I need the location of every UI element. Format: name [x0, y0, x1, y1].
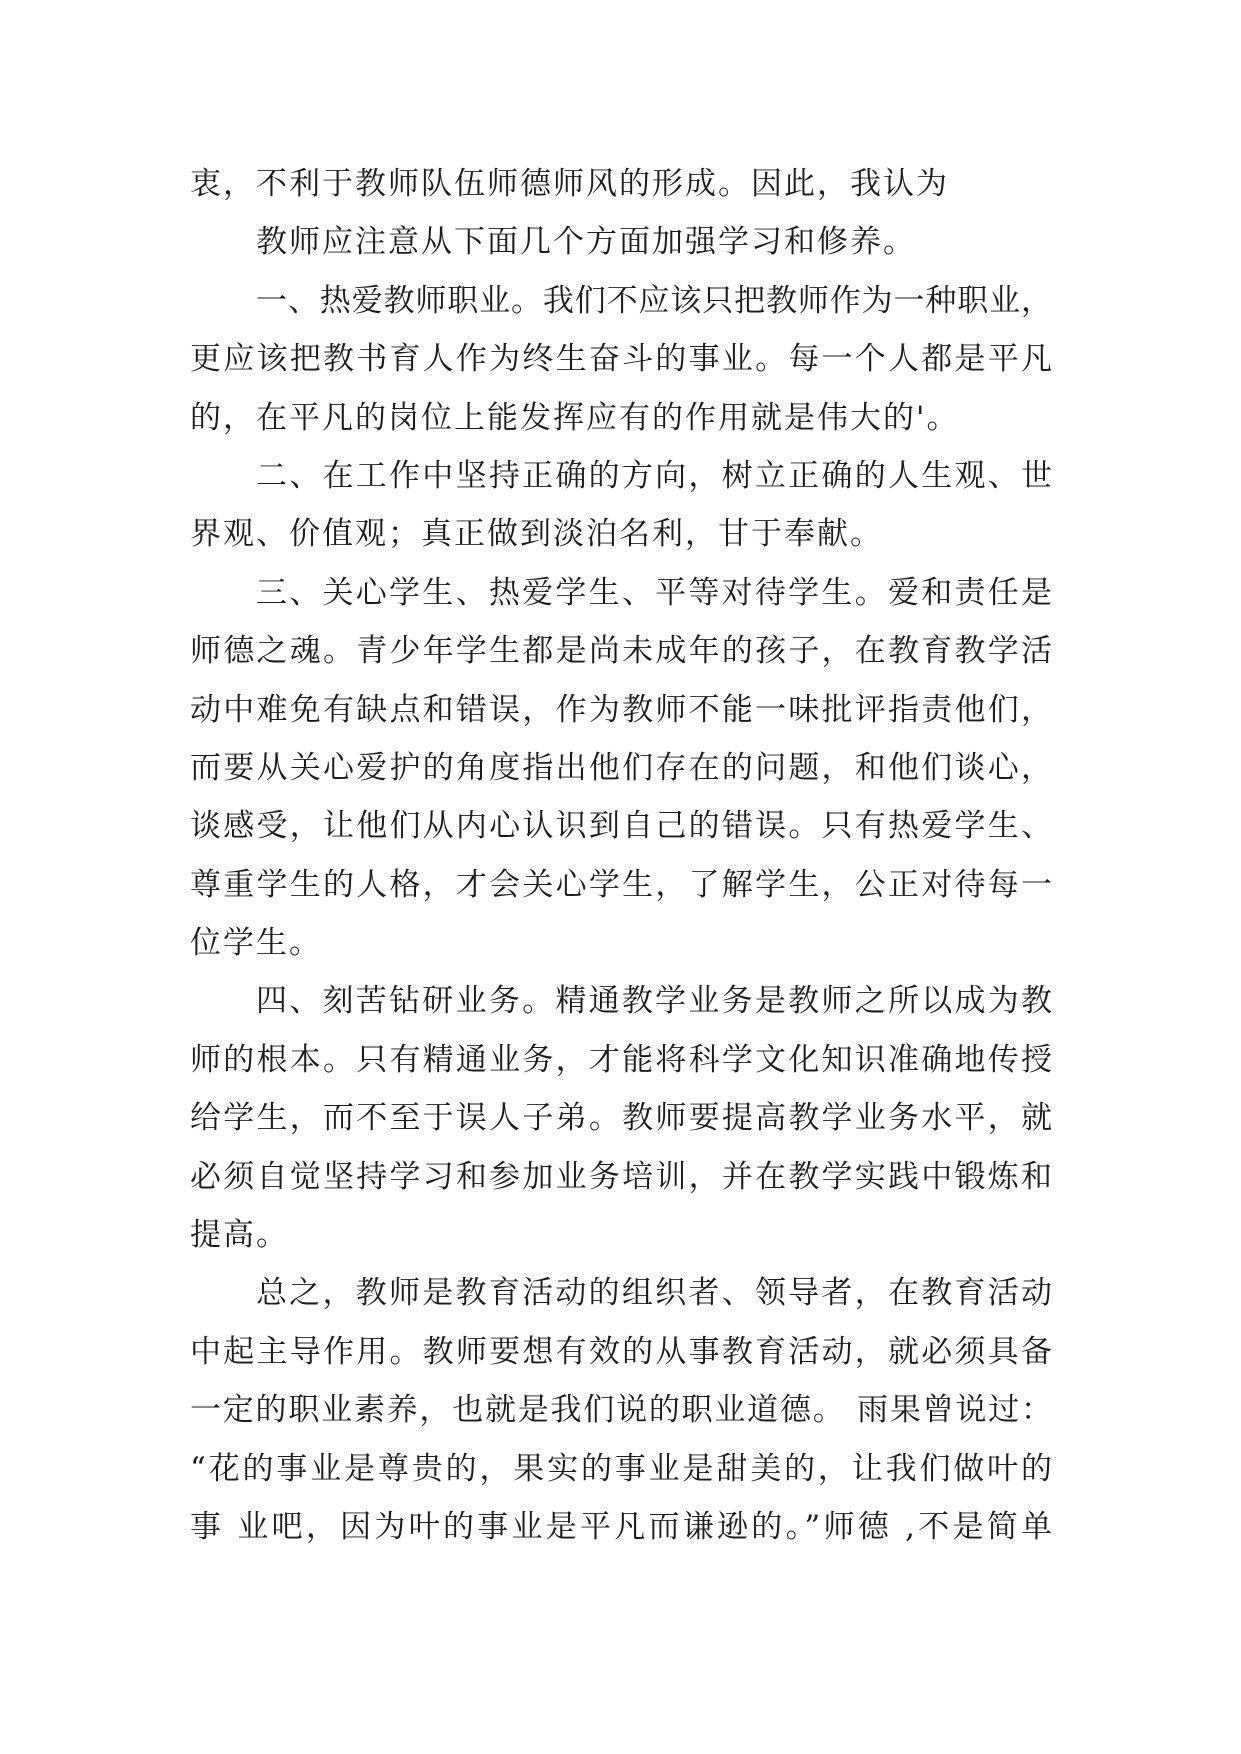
- paragraph: [190, 972, 1052, 1264]
- text-line: 更应该把教书育人作为终生奋斗的事业。每一个人都是平凡: [190, 341, 1052, 378]
- text-line: 尊重学生的人格，才会关心学生，了解学生，公正对待每一: [190, 866, 1052, 903]
- text-line: 衷，不利于教师队伍师德师风的形成。因此，我认为: [190, 166, 949, 202]
- text-line: 教师应注意从下面几个方面加强学习和修养。: [256, 224, 916, 261]
- paragraph: [190, 564, 1052, 973]
- paragraph: [190, 213, 1052, 271]
- text-line: 一、热爱教师职业。我们不应该只把教师作为一种职业，: [256, 282, 1052, 319]
- document-body: [190, 155, 1052, 1556]
- text-line: 四、刻苦钻研业务。精通教学业务是教师之所以成为教: [256, 983, 1052, 1020]
- text-line: 必须自觉坚持学习和参加业务培训，并在教学实践中锻炼和: [190, 1158, 1052, 1195]
- text-line: 二、在工作中坚持正确的方向，树立正确的人生观、世: [256, 457, 1052, 494]
- text-line: 位学生。: [190, 925, 322, 962]
- text-line: 界观、价值观；真正做到淡泊名利，甘于奉献。: [190, 516, 883, 553]
- text-line: 师德之魂。青少年学生都是尚未成年的孩子，在教育教学活: [190, 633, 1052, 670]
- text-line: 动中难免有缺点和错误，作为教师不能一味批评指责他们，: [190, 691, 1052, 728]
- text-line: 事 业吧，因为叶的事业是平凡而谦逊的。”师德 ,不是简单: [190, 1508, 1052, 1545]
- paragraph: [190, 447, 1052, 564]
- text-line: “花的事业是尊贵的，果实的事业是甜美的，让我们做叶的: [190, 1450, 1052, 1487]
- text-line: 提高。: [190, 1217, 289, 1254]
- text-line: 的，在平凡的岗位上能发挥应有的作用就是伟大的'。: [190, 399, 960, 436]
- paragraph: [190, 1264, 1052, 1556]
- text-line: 谈感受，让他们从内心认识到自己的错误。只有热爱学生、: [190, 808, 1052, 845]
- text-line: 一定的职业素养，也就是我们说的职业道德。 雨果曾说过：: [190, 1392, 1052, 1429]
- paragraph: [190, 155, 1052, 213]
- text-line: 师的根本。只有精通业务，才能将科学文化知识准确地传授: [190, 1041, 1052, 1078]
- text-line: 而要从关心爱护的角度指出他们存在的问题，和他们谈心，: [190, 749, 1052, 786]
- text-line: 总之，教师是教育活动的组织者、领导者，在教育活动: [256, 1275, 1052, 1312]
- paragraph: [190, 272, 1052, 447]
- text-line: 给学生，而不至于误人子弟。教师要提高教学业务水平，就: [190, 1100, 1052, 1137]
- text-line: 三、关心学生、热爱学生、平等对待学生。爱和责任是: [256, 574, 1052, 611]
- text-line: 中起主导作用。教师要想有效的从事教育活动，就必须具备: [190, 1333, 1052, 1370]
